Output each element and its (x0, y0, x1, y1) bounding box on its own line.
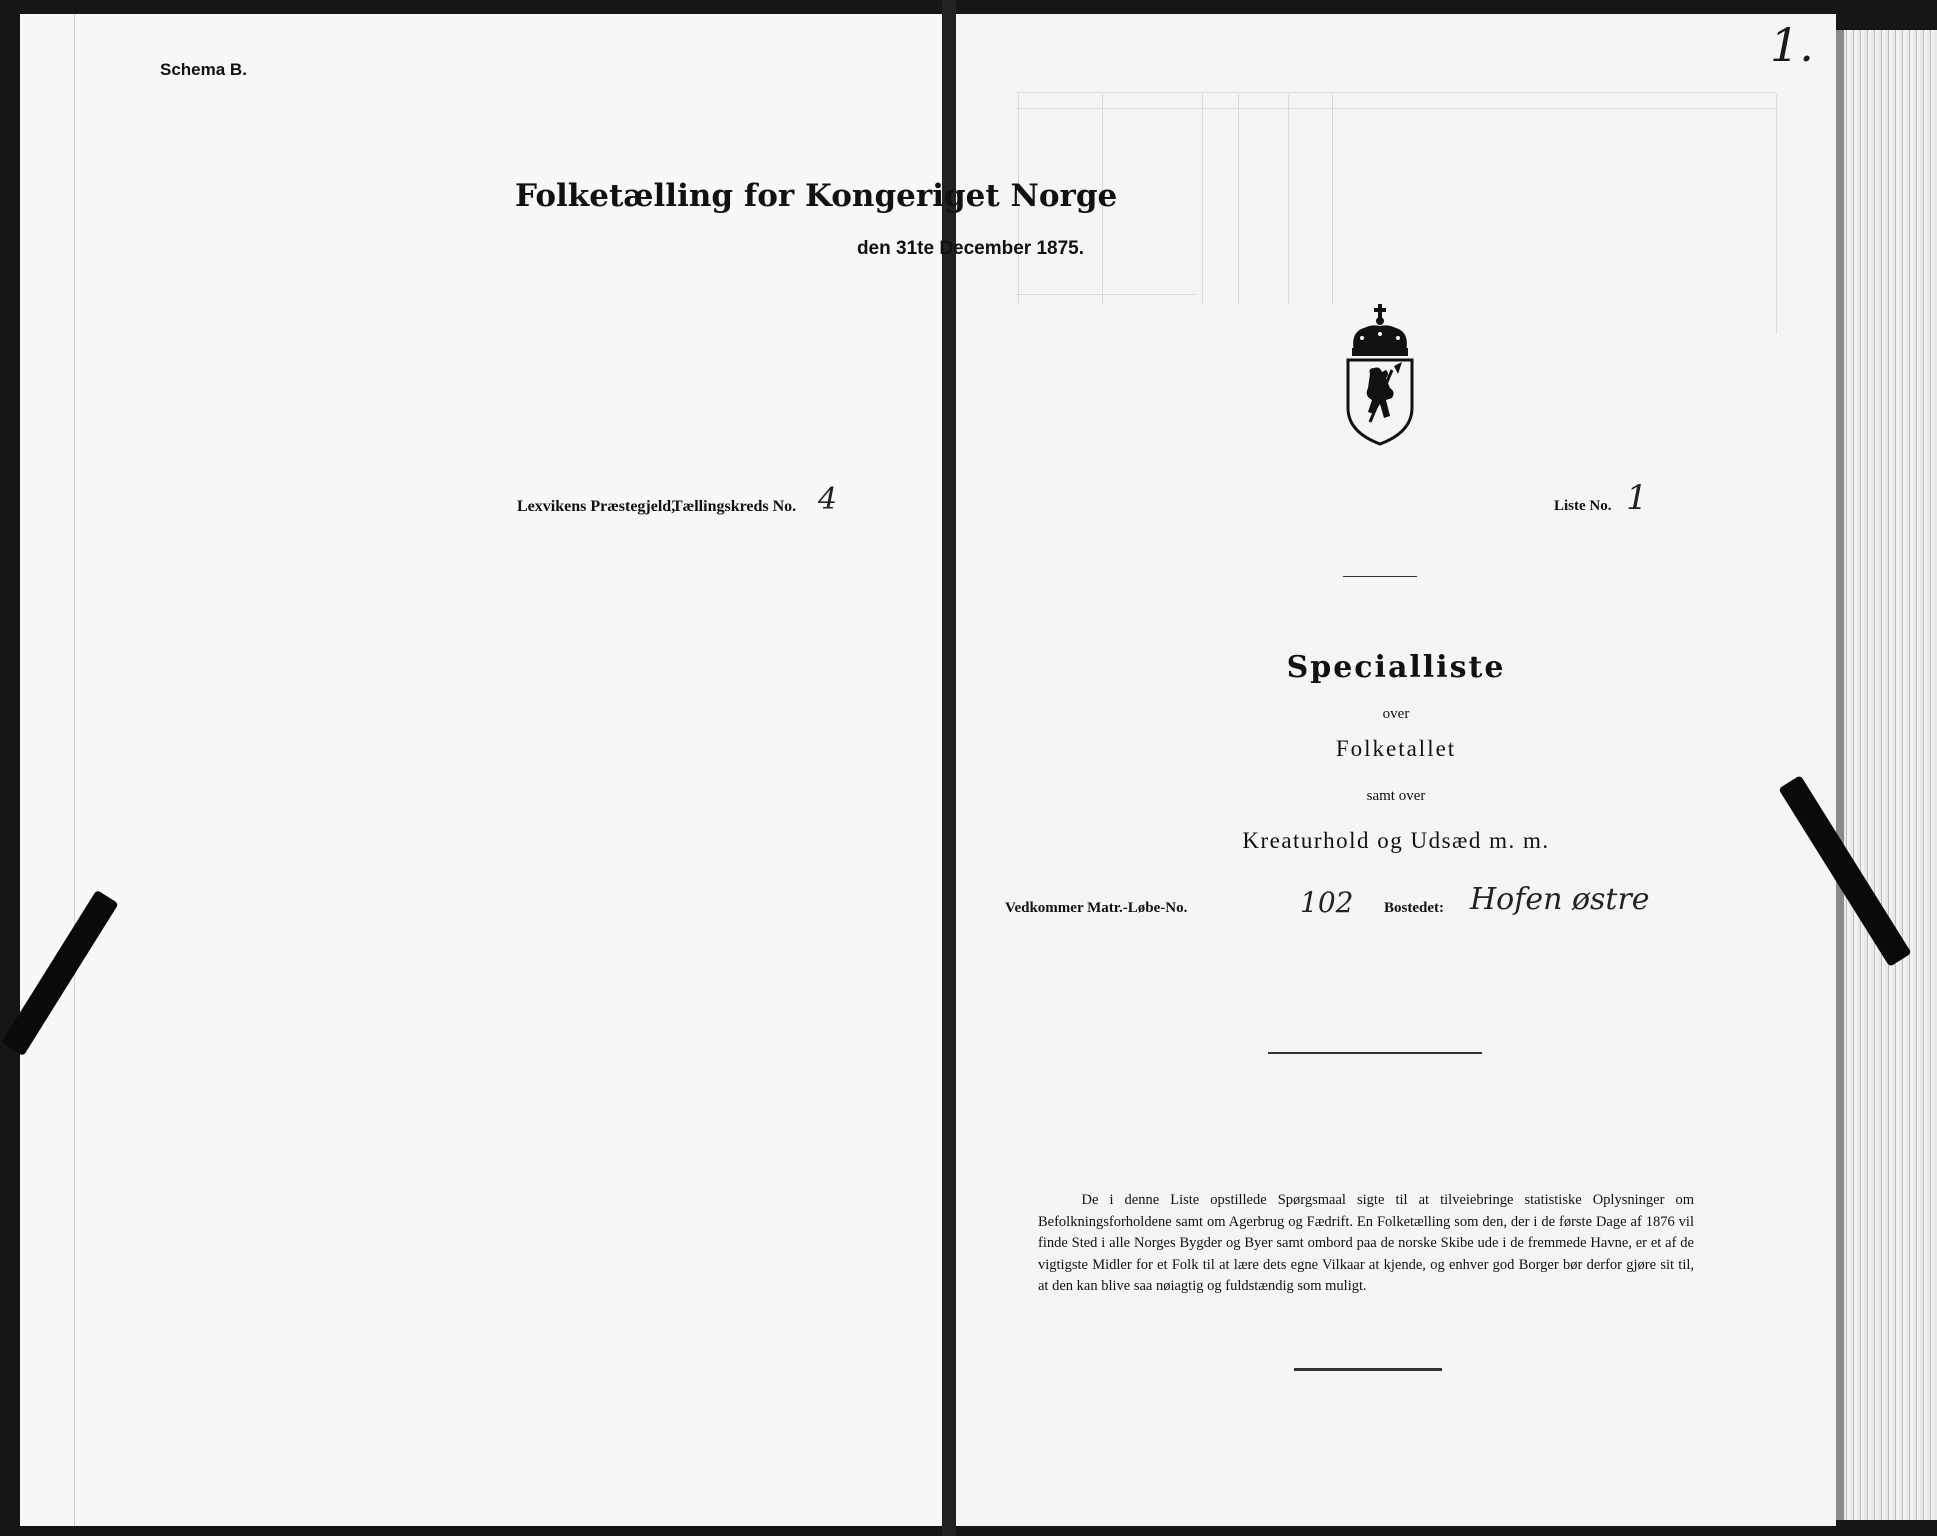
norwegian-coat-of-arms-icon (1340, 304, 1420, 446)
matr-value: 102 (1300, 886, 1354, 919)
folketallet-heading: Folketallet (1335, 736, 1457, 761)
over-label: over (1382, 706, 1410, 722)
page-number: 1. (1770, 18, 1814, 72)
bostedet-label: Bostedet: (1384, 900, 1444, 916)
separator-rule-bottom (1294, 1368, 1442, 1371)
circuit-label: Tællingskreds No. (672, 498, 797, 515)
page-edges-shadow (1836, 30, 1844, 1520)
specialliste-heading: Specialliste (1286, 650, 1506, 685)
list-label: Liste No. (1554, 498, 1612, 514)
parish-label: Lexvikens Præstegjeld, (517, 498, 676, 515)
page-edges (1836, 30, 1937, 1520)
book-spine (942, 0, 956, 1536)
census-instruction-note: De i denne Liste opstillede Spørgsmaal sigte til at tilveiebringe statistiske Oplysninger om Befolkningsforholdene samt om Agerbrug og Fædrift. En Folketælling som den, der i de første Dage af 1876 vil finde Sted i alle Norges Bygder og Byer samt ombord paa de norske Skibe ude i de fremmede Havne, er et af de vigtigste Midler for et Folk til at lære dets egne Vilkaar at kjende, og enhver god Borger bør derfor gjøre sit til, at den kan blive saa nøiagtig og fuldstændig som muligt. (1038, 1192, 1694, 1294)
bleed-through-line (1016, 108, 1776, 109)
kreaturhold-heading: Kreaturhold og Udsæd m. m. (1242, 828, 1550, 853)
list-value: 1 (1626, 478, 1648, 518)
bostedet-value: Hofen østre (1470, 882, 1650, 917)
bleed-through-column (1776, 94, 1777, 334)
separator-rule-top (1343, 576, 1417, 577)
bleed-through-line (1016, 294, 1196, 295)
samt-over-label: samt over (1366, 788, 1426, 804)
separator-rule-middle (1268, 1052, 1482, 1054)
circuit-value: 4 (818, 482, 838, 517)
left-page-margin-line (74, 14, 75, 1526)
bleed-through-line (1016, 92, 1776, 93)
census-date: den 31te December 1875. (856, 238, 1085, 259)
schema-label: Schema B. (160, 60, 247, 79)
census-title: Folketælling for Kongeriget Norge (515, 178, 1118, 214)
matr-label: Vedkommer Matr.-Løbe-No. (1005, 900, 1188, 916)
